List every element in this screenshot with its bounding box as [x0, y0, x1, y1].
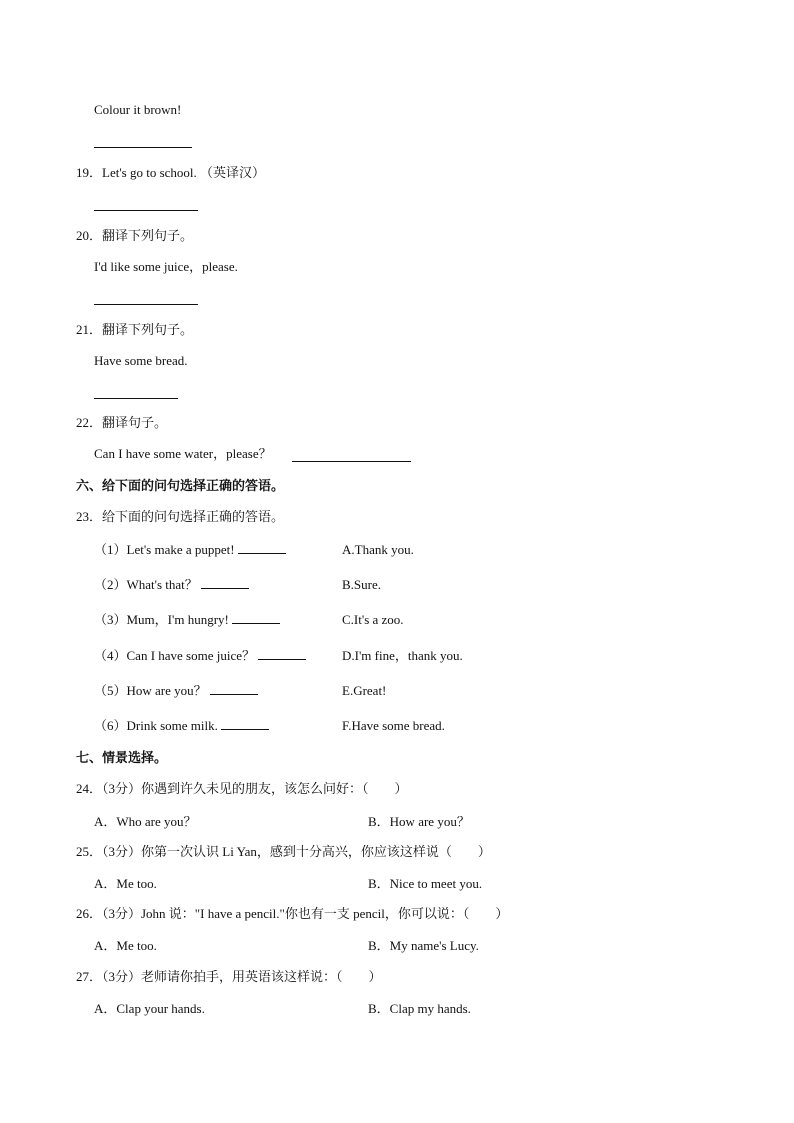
q23-blank-1[interactable] [238, 541, 286, 554]
q23-answer-b: B.Sure. [342, 577, 381, 592]
q23-question-5-text: （5）How are you？ [94, 683, 207, 698]
section7-title: 七、情景选择。 [76, 750, 168, 765]
q26-text: 26．（3分）John 说："I have a pencil."你也有一支 pencil，你可以说：（ ） [76, 906, 509, 921]
q23-blank-5[interactable] [210, 682, 258, 695]
q23-blank-3[interactable] [232, 611, 280, 624]
q24-option-b[interactable]: B．How are you？ [368, 814, 470, 829]
q22-text: 22．翻译句子。 [76, 415, 168, 430]
q23-answer-f: F.Have some bread. [342, 718, 445, 733]
q23-text: 23．给下面的问句选择正确的答语。 [76, 509, 285, 524]
q22-answer-blank[interactable] [292, 461, 411, 462]
section6-title: 六、给下面的问句选择正确的答语。 [76, 478, 285, 493]
q23-blank-6[interactable] [221, 717, 269, 730]
q25-option-b[interactable]: B．Nice to meet you. [368, 876, 483, 891]
q22-sentence: Can I have some water，please？ [94, 446, 272, 461]
q25-text: 25．（3分）你第一次认识 Li Yan，感到十分高兴，你应该这样说（ ） [76, 844, 491, 859]
q23-question-1-text: （1）Let's make a puppet! [94, 542, 235, 557]
q23-question-6 [94, 717, 269, 735]
q23-question-1 [94, 541, 286, 559]
q26-option-a[interactable]: A．Me too. [94, 938, 157, 953]
q23-blank-2[interactable] [201, 576, 249, 589]
q23-question-6-text: （6）Drink some milk. [94, 718, 218, 733]
q23-question-3 [94, 611, 280, 629]
q23-question-5 [94, 682, 258, 700]
q23-answer-a: A.Thank you. [342, 542, 414, 557]
q23-question-4-text: （4）Can I have some juice？ [94, 648, 256, 663]
q23-question-3-text: （3）Mum，I'm hungry! [94, 612, 229, 627]
q18-sentence: Colour it brown! [94, 102, 182, 117]
q23-answer-e: E.Great! [342, 683, 387, 698]
q23-question-4 [94, 647, 306, 665]
q20-sentence: I'd like some juice，please. [94, 259, 238, 274]
q24-text: 24．（3分）你遇到许久未见的朋友，该怎么问好：（ ） [76, 781, 408, 796]
q20-answer-blank[interactable] [94, 304, 198, 305]
q23-question-2-text: （2）What's that？ [94, 577, 198, 592]
q18-answer-blank[interactable] [94, 147, 192, 148]
q27-option-a[interactable]: A．Clap your hands. [94, 1001, 205, 1016]
q20-text: 20．翻译下列句子。 [76, 228, 194, 243]
q21-text: 21．翻译下列句子。 [76, 322, 194, 337]
q21-answer-blank[interactable] [94, 398, 178, 399]
q19-text: 19．Let's go to school. （英译汉） [76, 165, 266, 180]
q25-option-a[interactable]: A．Me too. [94, 876, 157, 891]
q19-answer-blank[interactable] [94, 210, 198, 211]
q23-question-2 [94, 576, 249, 594]
q27-option-b[interactable]: B．Clap my hands. [368, 1001, 471, 1016]
q23-answer-d: D.I'm fine，thank you. [342, 648, 463, 663]
q26-option-b[interactable]: B．My name's Lucy. [368, 938, 479, 953]
q23-blank-4[interactable] [258, 647, 306, 660]
q21-sentence: Have some bread. [94, 353, 188, 368]
q27-text: 27．（3分）老师请你拍手，用英语该这样说：（ ） [76, 969, 382, 984]
q23-answer-c: C.It's a zoo. [342, 612, 404, 627]
q24-option-a[interactable]: A．Who are you？ [94, 814, 197, 829]
